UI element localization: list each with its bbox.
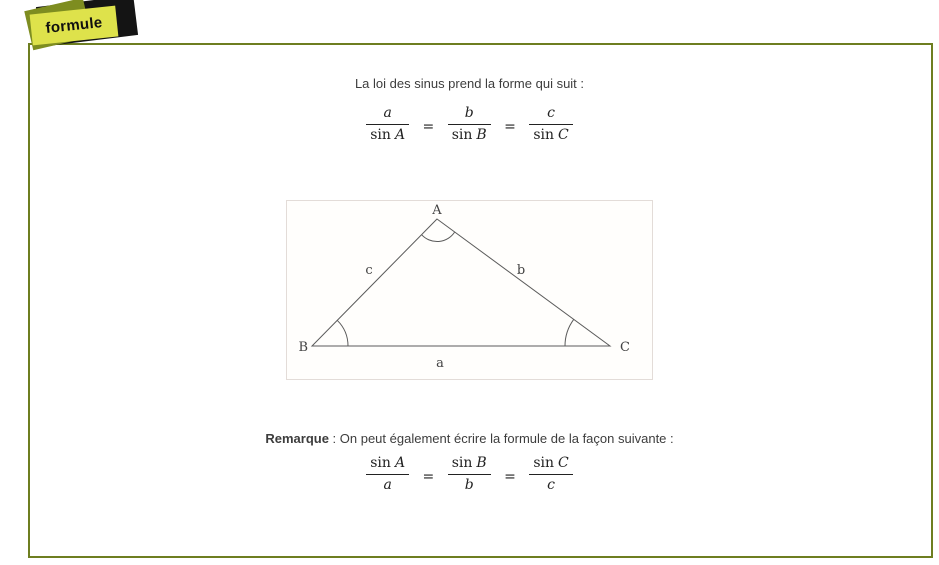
equals-sign: = [504,468,516,485]
remark-text [30,431,909,446]
numerator-c: c [547,105,555,121]
vertex-label-B: B [298,340,308,355]
denominator-c: c [547,477,555,494]
denominator-a: a [383,477,392,494]
tab-label: formule [44,14,104,37]
formula-box-content [30,45,909,556]
fraction-sinA-over-a [366,456,409,494]
fraction-sinB-over-b [448,456,491,494]
inverse-law-of-sines-formula [30,456,909,494]
intro-text: La loi des sinus prend la forme qui suit : [354,76,585,91]
numerator-C: C [558,455,569,471]
denominator-b: b [464,477,474,494]
numerator-A: A [394,455,406,471]
equals-sign: = [422,118,435,135]
remark-label: Remarque [265,431,329,446]
side-label-b: b [516,263,526,278]
denominator-C: C [558,127,569,144]
sin-function: sin [451,455,473,471]
formula-box [28,43,933,558]
sin-function: sin [533,455,555,471]
fraction-c-over-sinC [529,106,572,144]
vertex-label-C: C [620,340,630,355]
equals-sign: = [422,468,435,485]
sin-function: sin [533,127,555,144]
formule-tab [28,0,143,52]
side-label-c: c [365,263,373,278]
triangle-diagram [287,201,652,379]
vertex-label-A: A [432,203,442,218]
sin-function: sin [451,127,473,144]
equals-sign: = [504,118,516,135]
numerator-a: a [383,105,392,121]
law-of-sines-formula [30,106,909,144]
fraction-a-over-sinA [366,106,409,144]
angle-arc-B [337,320,348,346]
triangle-outline [312,219,610,346]
sin-function: sin [370,455,391,471]
denominator-B: B [476,127,487,144]
remark-body: : On peut également écrire la formule de la façon suivante : [328,431,674,446]
triangle-diagram-row [30,200,909,384]
numerator-B: B [476,455,487,471]
angle-arc-A [422,232,455,242]
numerator-b: b [464,105,474,121]
triangle-diagram-frame [286,200,653,380]
denominator-A: A [394,127,406,144]
fraction-sinC-over-c [529,456,572,494]
sin-function: sin [370,127,391,144]
fraction-b-over-sinB [448,106,491,144]
angle-arc-C [565,319,574,346]
side-label-a: a [436,356,444,371]
